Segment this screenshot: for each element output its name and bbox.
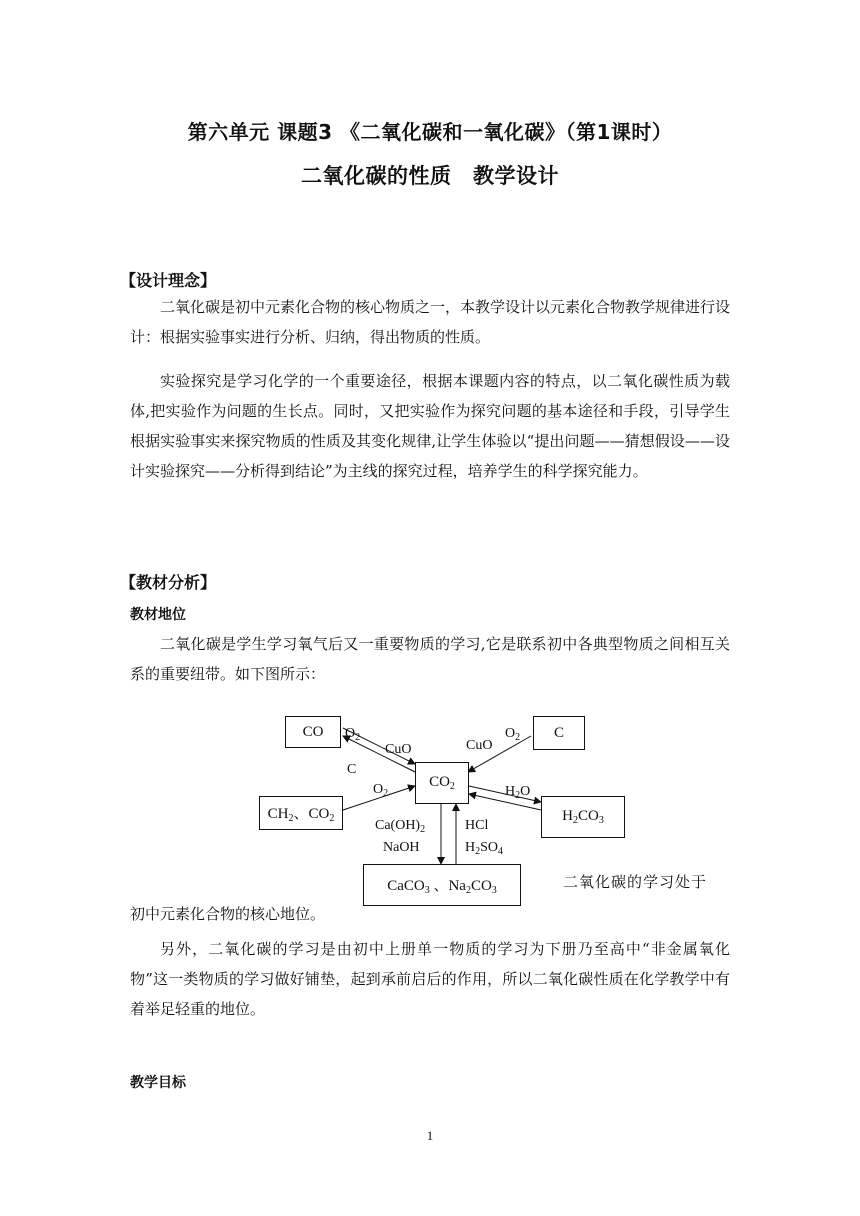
label-c-left: C [347, 762, 357, 777]
label-hcl: HCl [465, 818, 489, 833]
document-subtitle: 二氧化碳的性质 教学设计 [301, 164, 559, 188]
paragraph-design-concept-1: 二氧化碳是初中元素化合物的核心物质之一，本教学设计以元素化合物教学规律进行设计：根据实验事实进行分析、归纳，得出物质的性质。 [130, 298, 731, 346]
paragraph-foundation: 另外，二氧化碳的学习是由初中上册单一物质的学习为下册乃至高中“非金属氧化物”这一类物质的学习做好铺垫，起到承前启后的作用，所以二氧化碳性质在化学教学中有着举足轻重的地位。 [130, 940, 730, 1018]
co2-text: $CO_2$ [429, 774, 455, 792]
label-o2-left: $O_2$ [345, 726, 361, 743]
page-number: 1 [426, 1128, 434, 1143]
box-ch2-co2 [259, 796, 343, 830]
label-cuo-right: CuO [466, 738, 493, 753]
section-heading-textbook-analysis: 【教材分析】 [120, 573, 217, 592]
diagram-side-text: 二氧化碳的学习处于 [563, 873, 708, 891]
box-co2 [415, 762, 469, 804]
paragraph-textbook-position: 二氧化碳是学生学习氧气后又一重要物质的学习,它是联系初中各典型物质之间相互关系的重要纽带。如下图所示： [130, 635, 730, 683]
label-naoh: NaOH [383, 840, 420, 855]
paragraph-core-position: 初中元素化合物的核心地位。 [130, 905, 326, 923]
section-heading-design-concept: 【设计理念】 [120, 271, 217, 290]
box-co: CO [285, 716, 341, 748]
h2co3-text: $H_2CO_3$ [562, 808, 604, 826]
label-h2o: $H_2O$ [505, 784, 531, 801]
ch2-co2-text: $CH_2$、$CO_2$ [267, 806, 335, 824]
box-c: C [533, 716, 585, 750]
label-caoh2: $Ca(OH)_2$ [375, 818, 426, 835]
document-title: 第六单元 课题3 《二氧化碳和一氧化碳》（第1课时） [187, 120, 673, 144]
label-o2-right: $O_2$ [505, 726, 521, 743]
label-h2so4: $H_2SO_4$ [465, 840, 504, 857]
subheading-teaching-goals: 教学目标 [130, 1075, 186, 1091]
carbonates-text: CaCO$_3$ 、$Na_2CO_3$ [387, 878, 497, 896]
box-h2co3 [541, 796, 625, 838]
label-o2-lower: $O_2$ [373, 782, 389, 799]
subheading-textbook-position: 教材地位 [130, 607, 186, 623]
paragraph-design-concept-2: 实验探究是学习化学的一个重要途径，根据本课题内容的特点，以二氧化碳性质为载体,把实验作为问题的生长点。同时，又把实验作为探究问题的基本途径和手段，引导学生根据实验事实来探究物质的性质及其变化规律,让学生体验以“提出问题——猜想假设——设计实验探究——分析得到结论”为主线的探究过程，培养学生的科学探究能力。 [130, 372, 730, 480]
label-cuo-left: CuO [385, 742, 412, 757]
